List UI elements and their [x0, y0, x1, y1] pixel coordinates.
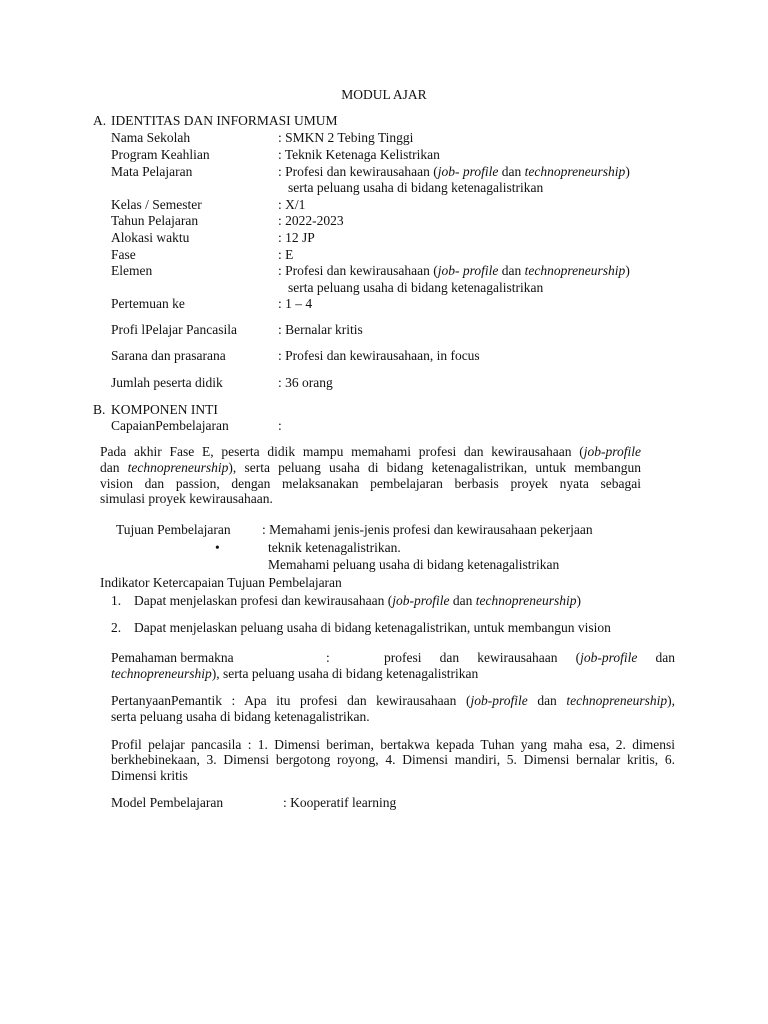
- capaian-label: CapaianPembelajaran: [111, 418, 229, 433]
- fase-value: : E: [278, 247, 294, 262]
- mapel-value: : Profesi dan kewirausahaan (job- profile dan technopreneurship): [278, 164, 630, 179]
- profil-pancasila-line-3: Dimensi kritis: [111, 768, 188, 783]
- elemen-value: : Profesi dan kewirausahaan (job- profile dan technopreneurship): [278, 263, 630, 278]
- indikator-1-text: Dapat menjelaskan profesi dan kewirausahaan (job-profile dan technopreneurship): [134, 593, 582, 608]
- kelas-value: : X/1: [278, 197, 306, 212]
- fase-label: Fase: [111, 247, 136, 262]
- section-b-marker: B.: [93, 402, 106, 417]
- tujuan-line-3: Memahami peluang usaha di bidang ketenagalistrikan: [268, 557, 560, 572]
- tujuan-bullet: •: [215, 540, 220, 555]
- nama-sekolah-value: : SMKN 2 Tebing Tinggi: [278, 130, 414, 145]
- model-value: : Kooperatif learning: [283, 795, 397, 810]
- pemahaman-line-2: technopreneurship), serta peluang usaha di bidang ketenagalistrikan: [111, 666, 479, 681]
- mapel-value-continued: serta peluang usaha di bidang ketenagalistrikan: [288, 180, 544, 195]
- capaian-colon: :: [278, 418, 282, 433]
- capaian-line-1: Pada akhir Fase E, peserta didik mampu memahami profesi dan kewirausahaan (job-profile: [100, 444, 641, 459]
- pemahaman-colon: :: [326, 650, 330, 665]
- pertemuan-label: Pertemuan ke: [111, 296, 185, 311]
- pertanyaan-line-1: PertanyaanPemantik : Apa itu profesi dan kewirausahaan (job-profile dan technopreneurship),: [111, 693, 675, 708]
- section-b-heading: KOMPONEN INTI: [111, 402, 218, 417]
- jumlah-label: Jumlah peserta didik: [111, 375, 223, 390]
- alokasi-label: Alokasi waktu: [111, 230, 190, 245]
- nama-sekolah-label: Nama Sekolah: [111, 130, 191, 145]
- tahun-label: Tahun Pelajaran: [111, 213, 199, 228]
- profil-value: : Bernalar kritis: [278, 322, 363, 337]
- pemahaman-line-1: profesi dan kewirausahaan (job-profile dan: [384, 650, 675, 665]
- model-label: Model Pembelajaran: [111, 795, 224, 810]
- indikator-heading: Indikator Ketercapaian Tujuan Pembelajaran: [100, 575, 342, 590]
- program-value: : Teknik Ketenaga Kelistrikan: [278, 147, 440, 162]
- capaian-line-4: simulasi proyek kewirausahaan.: [100, 491, 273, 506]
- profil-pancasila-line-2: berkhebinekaan, 3. Dimensi bergotong royong, 4. Dimensi mandiri, 5. Dimensi bernalar kritis, 6.: [111, 752, 675, 767]
- elemen-value-continued: serta peluang usaha di bidang ketenagalistrikan: [288, 280, 544, 295]
- indikator-1-number: 1.: [111, 593, 122, 608]
- alokasi-value: : 12 JP: [278, 230, 315, 245]
- section-a-marker: A.: [93, 113, 107, 128]
- tujuan-line-1: : Memahami jenis-jenis profesi dan kewirausahaan pekerjaan: [262, 522, 593, 537]
- document-title: MODUL AJAR: [341, 87, 427, 102]
- pemahaman-label: Pemahaman bermakna: [111, 650, 234, 665]
- tujuan-line-2: teknik ketenagalistrikan.: [268, 540, 401, 555]
- jumlah-value: : 36 orang: [278, 375, 333, 390]
- capaian-line-2: dan technopreneurship), serta peluang usaha di bidang ketenagalistrikan, untuk membangun: [100, 460, 641, 475]
- indikator-2-text: Dapat menjelaskan peluang usaha di bidang ketenagalistrikan, untuk membangun vision: [134, 620, 611, 635]
- section-a-heading: IDENTITAS DAN INFORMASI UMUM: [111, 113, 338, 128]
- profil-pancasila-line-1: Profil pelajar pancasila : 1. Dimensi beriman, bertakwa kepada Tuhan yang maha esa, 2. dimensi: [111, 737, 675, 752]
- profil-label: Profi lPelajar Pancasila: [111, 322, 237, 337]
- capaian-line-3: vision dan passion, dengan melaksanakan pembelajaran berbasis proyek nyata sebagai: [100, 476, 641, 491]
- mapel-label: Mata Pelajaran: [111, 164, 193, 179]
- elemen-label: Elemen: [111, 263, 153, 278]
- tujuan-label: Tujuan Pembelajaran: [116, 522, 231, 537]
- indikator-2-number: 2.: [111, 620, 122, 635]
- program-label: Program Keahlian: [111, 147, 210, 162]
- pertemuan-value: : 1 – 4: [278, 296, 313, 311]
- sarana-value: : Profesi dan kewirausahaan, in focus: [278, 348, 480, 363]
- tahun-value: : 2022-2023: [278, 213, 344, 228]
- kelas-label: Kelas / Semester: [111, 197, 202, 212]
- sarana-label: Sarana dan prasarana: [111, 348, 226, 363]
- pertanyaan-line-2: serta peluang usaha di bidang ketenagalistrikan.: [111, 709, 370, 724]
